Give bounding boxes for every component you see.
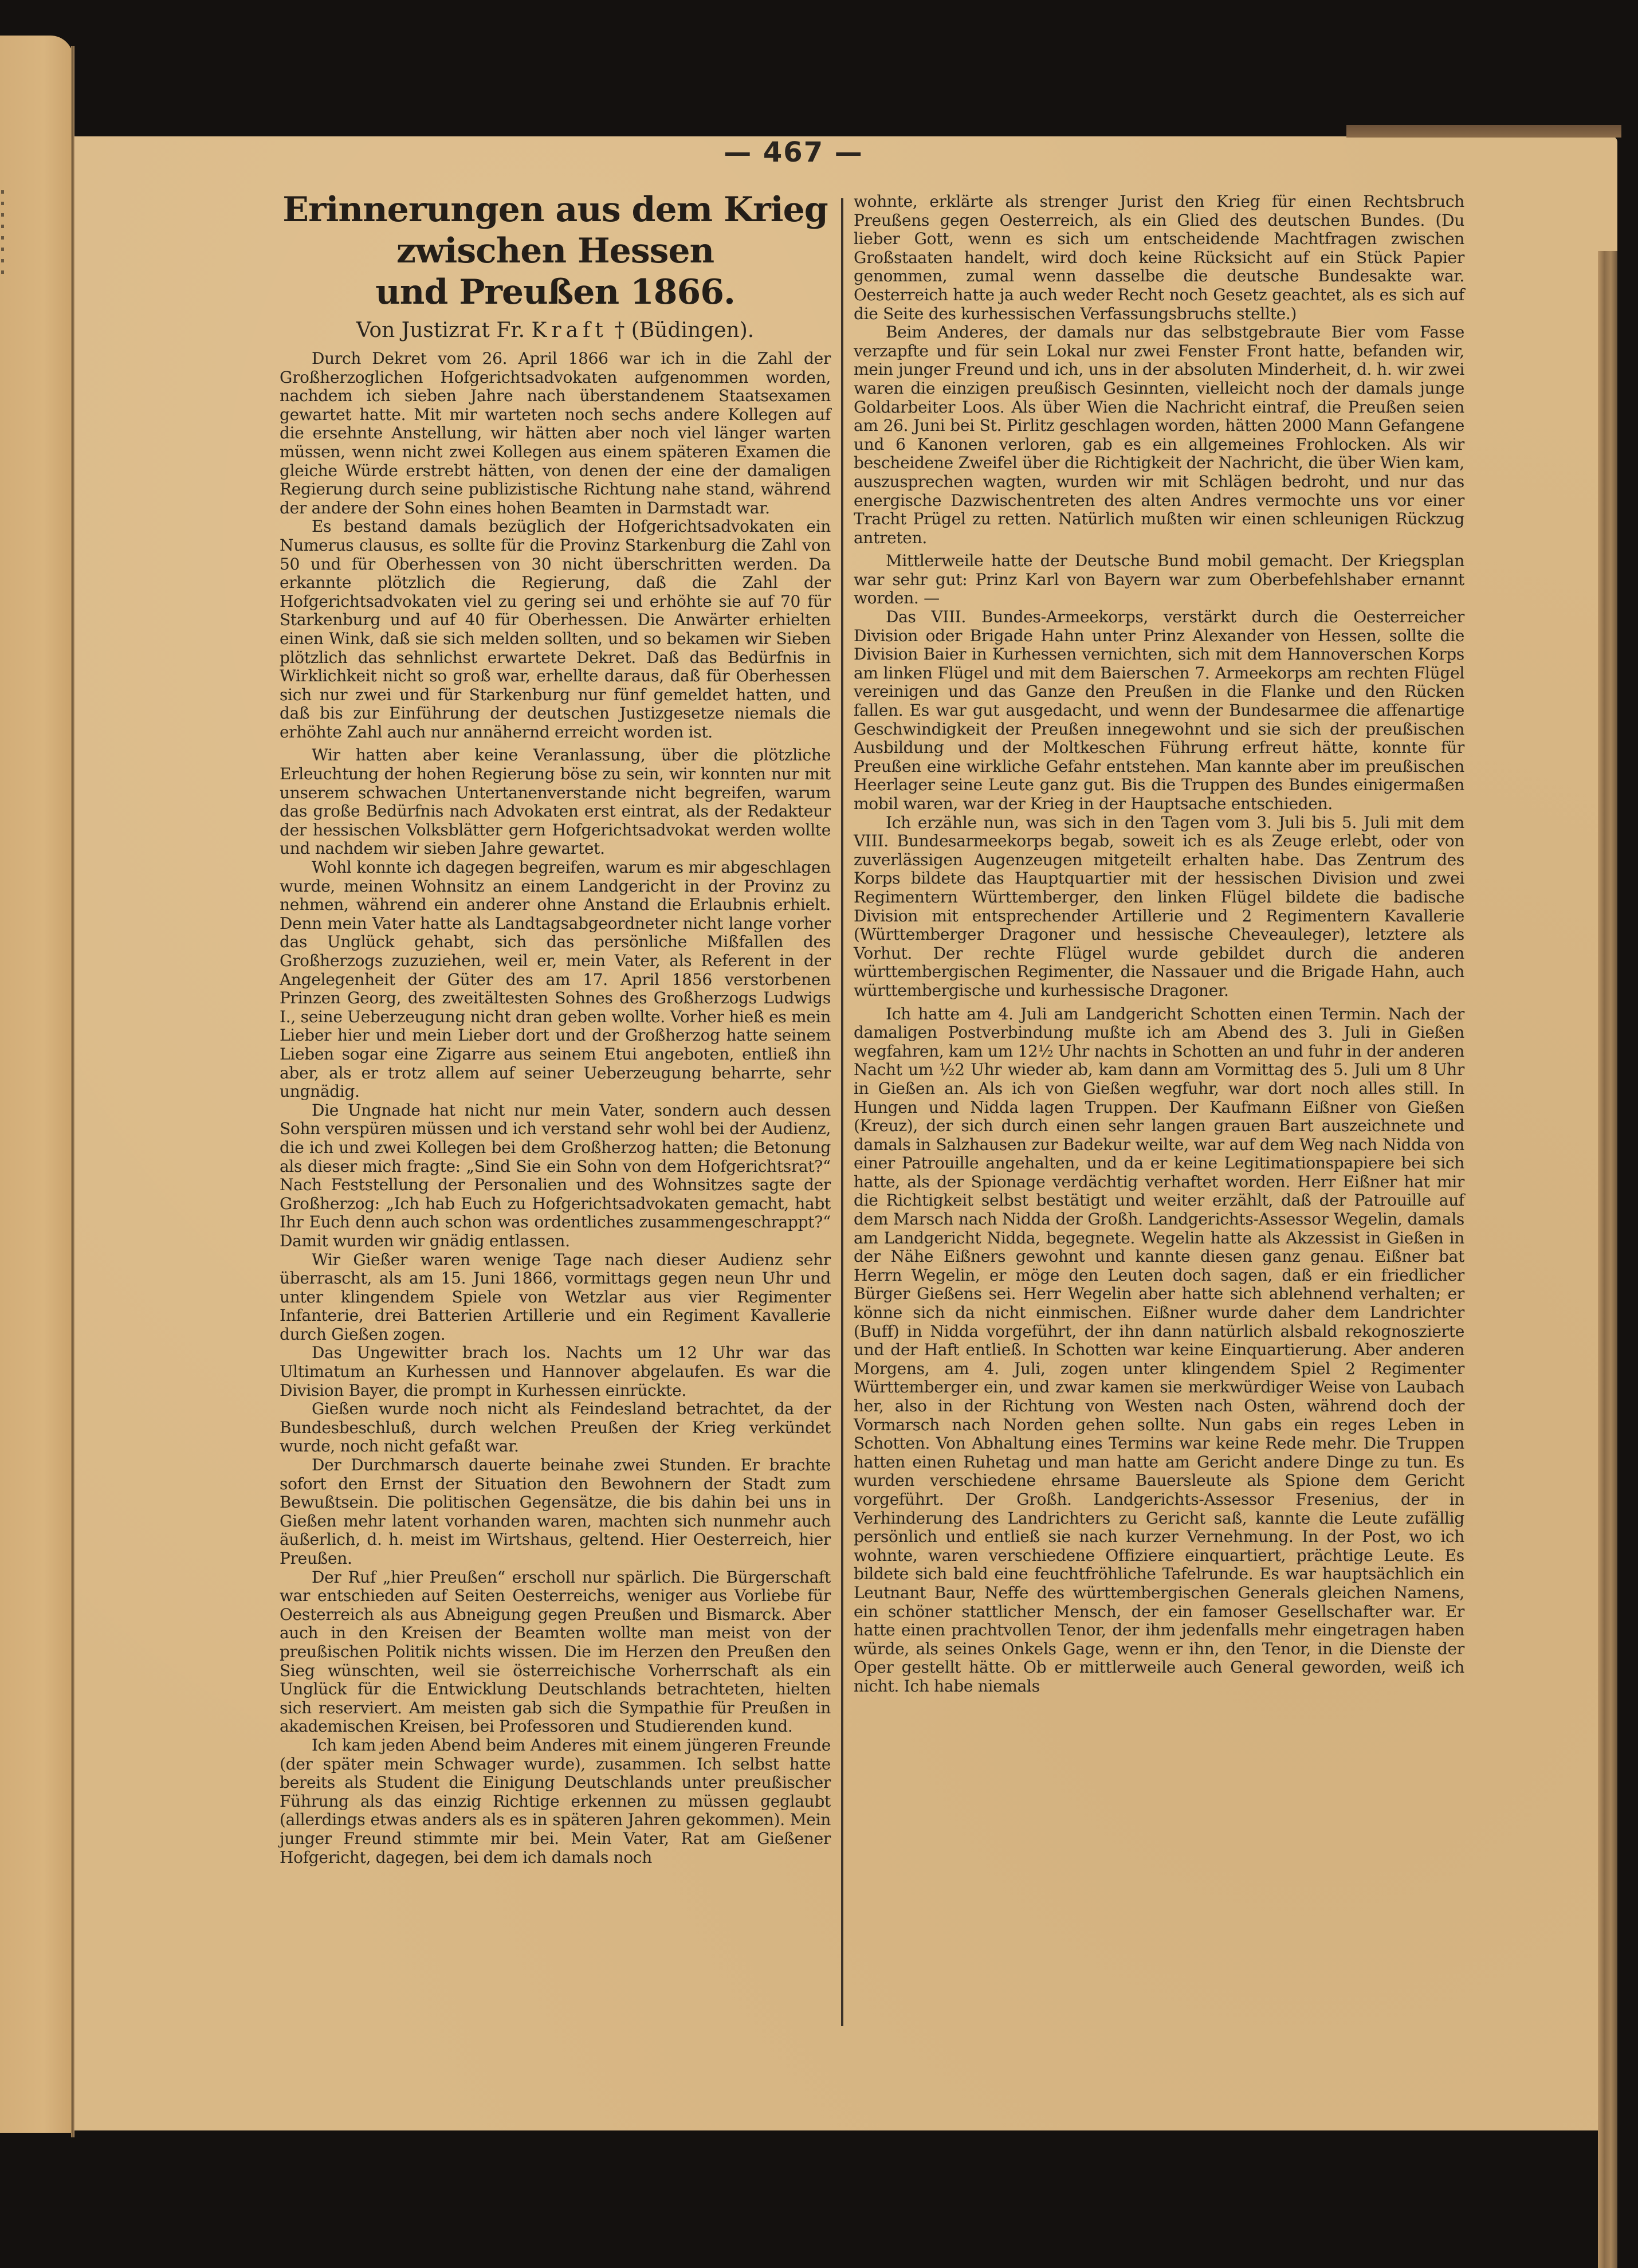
paragraph: Die Ungnade hat nicht nur mein Vater, sondern auch dessen Sohn verspüren müssen und ich verstand sehr wohl bei der Audienz, die ich und zwei Kollegen bei dem Großherzog hatten; die Betonung als dieser mich fragte: „Sind Sie ein Sohn von dem Hofgerichtsrat?“ Nach Feststellung der Personalien und des Wohnsitzes sagte der Großherzog: „Ich hab Euch zu Hofgerichtsadvokaten gemacht, habt Ihr Euch denn auch schon was ordentliches zusammengeschrappt?“ Damit wurden wir gnädig entlassen. [280,1100,831,1250]
paragraph: Das VIII. Bundes-Armeekorps, verstärkt durch die Oesterreicher Division oder Brigade Hahn unter Prinz Alexander von Hessen, sollte die Division Baier in Kurhessen vernichten, sich mit dem Hannoverschen Korps am linken Flügel und mit dem Baierschen 7. Armeekorps am rechten Flügel vereinigen und das Ganze den Preußen in die Flanke und den Rücken fallen. Es war gut ausgedacht, und wenn der Bundesarmee die affenartige Geschwindigkeit der Preußen innegewohnt und sie sich der preußischen Ausbildung und der Moltkeschen Führung erfreut hätte, konnte für Preußen eine wirkliche Gefahr entstehen. Man kannte aber im preußischen Heerlager seine Leute ganz gut. Bis die Truppen des Bundes einigermaßen mobil waren, war der Krieg in der Hauptsache entschieden. [854,607,1464,813]
byline-prefix: Von Justizrat Fr. [356,319,525,342]
page-stack-edge [1598,251,1617,2268]
byline-author: Kraft [531,319,608,342]
paragraph: Mittlerweile hatte der Deutsche Bund mobil gemacht. Der Kriegsplan war sehr gut: Prinz Karl von Bayern war zum Oberbefehlshaber ernannt worden. — [854,551,1464,608]
column-divider [841,198,843,2026]
paragraph: Das Ungewitter brach los. Nachts um 12 Uhr war das Ultimatum an Kurhessen und Hannover abgelaufen. Es war die Division Bayer, die prompt in Kurhessen einrückte. [280,1343,831,1400]
paragraph: Wir hatten aber keine Veranlassung, über die plötzliche Erleuchtung der hohen Regierung böse zu sein, wir konnten nur mit unserem schwachen Untertanenverstande nicht begreifen, warum das große Bedürfnis nach Advokaten erst eintrat, als der Redakteur der hessischen Volksblätter gern Hofgerichtsadvokat werden wollte und nachdem wir sieben Jahre gewartet. [280,745,831,858]
article-title [280,189,831,313]
paragraph: Ich kam jeden Abend beim Anderes mit einem jüngeren Freunde (der später mein Schwager wurde), zusammen. Ich selbst hatte bereits als Student die Einigung Deutschlands unter preußischer Führung als das einzig Richtige erkennen zu müssen geglaubt (allerdings etwas anders als es in späteren Jahren gekommen). Mein junger Freund stimmte mir bei. Mein Vater, Rat am Gießener Hofgericht, dagegen, bei dem ich damals noch [280,1735,831,1867]
paragraph: Der Durchmarsch dauerte beinahe zwei Stunden. Er brachte sofort den Ernst der Situation den Bewohnern der Stadt zum Bewußtsein. Die politischen Gegensätze, die bis dahin bei uns in Gießen mehr latent vorhanden waren, machten sich nunmehr auch äußerlich, d. h. meist im Wirtshaus, geltend. Hier Oesterreich, hier Preußen. [280,1455,831,1568]
byline [280,315,831,346]
byline-suffix: † (Büdingen). [614,319,755,342]
paragraph: Es bestand damals bezüglich der Hofgerichtsadvokaten ein Numerus clausus, es sollte für die Provinz Starkenburg die Zahl von 50 und für Oberhessen von 30 nicht überschritten werden. Da erkannte plötzlich die Regierung, daß die Zahl der Hofgerichtsadvokaten viel zu gering sei und erhöhte sie auf 70 für Starkenburg und auf 40 für Oberhessen. Die Anwärter erhielten einen Wink, daß sie sich melden sollten, und so bekamen wir Sieben plötzlich das sehnlichst erwartete Dekret. Daß das Bedürfnis in Wirklichkeit nicht so groß war, erhellte daraus, daß für Oberhessen sich nur zwei und für Starkenburg nur fünf gemeldet hatten, und daß bis zur Einführung der deutschen Justizgesetze niemals die erhöhte Zahl auch nur annähernd erreicht worden ist. [280,517,831,741]
facing-page-edge [0,36,73,2133]
paragraph: Wir Gießer waren wenige Tage nach dieser Audienz sehr überrascht, als am 15. Juni 1866, vormittags gegen neun Uhr und unter klingendem Spiele von Wetzlar aus vier Regimenter Infanterie, drei Batterien Artillerie und ein Regiment Kavallerie durch Gießen zogen. [280,1250,831,1344]
facing-page-print-marks [1,190,6,305]
binding-top-edge [1346,125,1621,138]
paragraph: wohnte, erklärte als strenger Jurist den Krieg für einen Rechtsbruch Preußens gegen Oesterreich, als ein Glied des deutschen Bundes. (Du lieber Gott, wenn es sich um entscheidende Machtfragen zwischen Großstaaten handelt, wird doch keine Rücksicht auf ein Stück Papier genommen, zumal wenn dasselbe die deutsche Bundesakte war. Oesterreich hatte ja auch weder Recht noch Gesetz geachtet, als es sich auf die Seite des kurhessischen Verfassungsbruchs stellte.) [854,192,1464,323]
paragraph: Beim Anderes, der damals nur das selbstgebraute Bier vom Fasse verzapfte und für sein Lokal nur zwei Fenster Front hatte, befanden wir, mein junger Freund und ich, uns in der absoluten Minderheit, d. h. wir zwei waren die einzigen preußisch Gesinnten, vielleicht noch der damals junge Goldarbeiter Loos. Als über Wien die Nachricht eintraf, die Preußen seien am 26. Juni bei St. Pirlitz geschlagen worden, hätten 2000 Mann Gefangene und 6 Kanonen verloren, gab es ein allgemeines Frohlocken. Als wir bescheidene Zweifel über die Richtigkeit der Nachricht, die über Wien kam, auszusprechen wagten, wurden wir mit Schlägen bedroht, und nur das energische Dazwischentreten des alten Andres vermochte uns vor einer Tracht Prügel zu retten. Natürlich mußten wir einen schleunigen Rückzug antreten. [854,323,1464,547]
paragraph: Durch Dekret vom 26. April 1866 war ich in die Zahl der Großherzoglichen Hofgerichtsadvokaten aufgenommen worden, nachdem ich sieben Jahre nach überstandenem Staatsexamen gewartet hatte. Mit mir warteten noch sechs andere Kollegen auf die ersehnte Anstellung, wir hätten aber noch viel länger warten müssen, wenn nicht zwei Kollegen aus einem späteren Examen die gleiche Würde erstrebt hätten, von denen der eine der damaligen Regierung durch seine publizistische Richtung nahe stand, während der andere der Sohn eines hohen Beamten in Darmstadt war. [280,349,831,517]
paragraph: Der Ruf „hier Preußen“ erscholl nur spärlich. Die Bürgerschaft war entschieden auf Seiten Oesterreichs, weniger aus Vorliebe für Oesterreich als aus Abneigung gegen Preußen und Bismarck. Aber auch in den Kreisen der Beamten wollte man meist von der preußischen Politik nichts wissen. Die im Herzen den Preußen den Sieg wünschten, weil sie österreichische Vorherrschaft als ein Unglück für die Entwicklung Deutschlands betrachteten, hielten sich reserviert. Am meisten gab sich die Sympathie für Preußen in akademischen Kreisen, bei Professoren und Studierenden kund. [280,1567,831,1736]
page-number: — 467 — [724,136,863,168]
paragraph: Ich erzähle nun, was sich in den Tagen vom 3. Juli bis 5. Juli mit dem VIII. Bundesarmeekorps begab, soweit ich es als Zeuge erlebt, oder von zuverlässigen Augenzeugen mitgeteilt erhalten habe. Das Zentrum des Korps bildete das Hauptquartier mit der hessischen Division und zwei Regimentern Württemberger, den linken Flügel bildete die badische Division mit entsprechender Artillerie und 2 Regimentern Kavallerie (Württemberger Dragoner und hessische Cheveauleger), letztere als Vorhut. Der rechte Flügel wurde gebildet durch die anderen württembergischen Regimenter, die Nassauer und die Brigade Hahn, auch württembergische und kurhessische Dragoner. [854,813,1464,1000]
paragraph: Wohl konnte ich dagegen begreifen, warum es mir abgeschlagen wurde, meinen Wohnsitz an einem Landgericht in der Provinz zu nehmen, während ein anderer ohne Anstand die Erlaubnis erhielt. Denn mein Vater hatte als Landtagsabgeordneter nicht lange vorher das Unglück gehabt, sich das persönliche Mißfallen des Großherzogs zuzuziehen, weil er, mein Vater, als Referent in der Angelegenheit der Güter des am 17. April 1856 verstorbenen Prinzen Georg, des zweitältesten Sohnes des Großherzogs Ludwigs I., seine Ueberzeugung nicht dran geben wollte. Vorher hieß es mein Lieber hier und mein Lieber dort und der Großherzog hatte seinem Lieben sogar eine Zigarre aus seinem Etui angeboten, entließ ihn aber, als er trotz allem auf seiner Ueberzeugung beharrte, sehr ungnädig. [280,858,831,1101]
title-line-2: und Preußen 1866. [375,272,735,312]
left-column [280,189,831,1867]
paragraph: Ich hatte am 4. Juli am Landgericht Schotten einen Termin. Nach der damaligen Postverbindung mußte ich am Abend des 3. Juli in Gießen wegfahren, kam um 12½ Uhr nachts in Schotten an und fuhr in der anderen Nacht um ½2 Uhr wieder ab, kam dann am Vormittag des 5. Juli um 8 Uhr in Gießen an. Als ich von Gießen wegfuhr, war dort noch alles still. In Hungen und Nidda lagen Truppen. Der Kaufmann Eißner von Gießen (Kreuz), der sich durch einen sehr langen grauen Bart auszeichnete und damals in Salzhausen zur Badekur weilte, war auf dem Weg nach Nidda von einer Patrouille angehalten, und da er keine Legitimationspapiere bei sich hatte, als der Spionage verdächtig verhaftet worden. Herr Eißner hat mir die Richtigkeit selbst bestätigt und weiter erzählt, daß der Patrouille auf dem Marsch nach Nidda der Großh. Landgerichts-Assessor Wegelin, damals am Landgericht Nidda, begegnete. Wegelin hatte als Akzessist in Gießen in der Nähe Eißners gewohnt und kannte diesen ganz genau. Eißner bat Herrn Wegelin, er möge den Leuten doch sagen, daß er ein friedlicher Bürger Gießens sei. Herr Wegelin aber hatte sich ablehnend verhalten; er könne sich da nicht einmischen. Eißner wurde daher dem Landrichter (Buff) in Nidda vorgeführt, der ihn dann natürlich alsbald rekognoszierte und der Haft entließ. In Schotten war keine Einquartierung. Aber anderen Morgens, am 4. Juli, zogen unter klingendem Spiel 2 Regimenter Württemberger ein, und zwar kamen sie merkwürdiger Weise von Laubach her, also in der Richtung von Westen nach Osten, während doch der Vormarsch nach Norden gehen sollte. Nun gabs ein reges Leben in Schotten. Von Abhaltung eines Termins war keine Rede mehr. Die Truppen hatten einen Ruhetag und man hatte am Gericht andere Dinge zu tun. Es wurden verschiedene ehrsame Bauersleute als Spione dem Gericht vorgeführt. Der Großh. Landgerichts-Assessor Fresenius, der in Verhinderung des Landrichters zu Gericht saß, kannte die Leute zufällig persönlich und entließ sie nach kurzer Vernehmung. In der Post, wo ich wohnte, waren verschiedene Offiziere einquartiert, prächtige Leute. Es bildete sich bald eine feuchtfröhliche Tafelrunde. Es war hauptsächlich ein Leutnant Baur, Neffe des württembergischen Generals gleichen Namens, ein schöner stattlicher Mensch, der ein famoser Gesellschafter war. Er hatte einen prachtvollen Tenor, der ihm jedenfalls mehr eingetragen haben würde, als seines Onkels Gage, wenn er ihn, den Tenor, in die Dienste der Oper gestellt hätte. Ob er mittlerweile auch General geworden, weiß ich nicht. Ich habe niemals [854,1004,1464,1696]
paragraph: Gießen wurde noch nicht als Feindesland betrachtet, da der Bundesbeschluß, durch welchen Preußen der Krieg verkündet wurde, noch nicht gefaßt war. [280,1399,831,1456]
right-column [854,193,1464,1696]
title-line-1: Erinnerungen aus dem Krieg zwischen Hessen [282,190,828,271]
